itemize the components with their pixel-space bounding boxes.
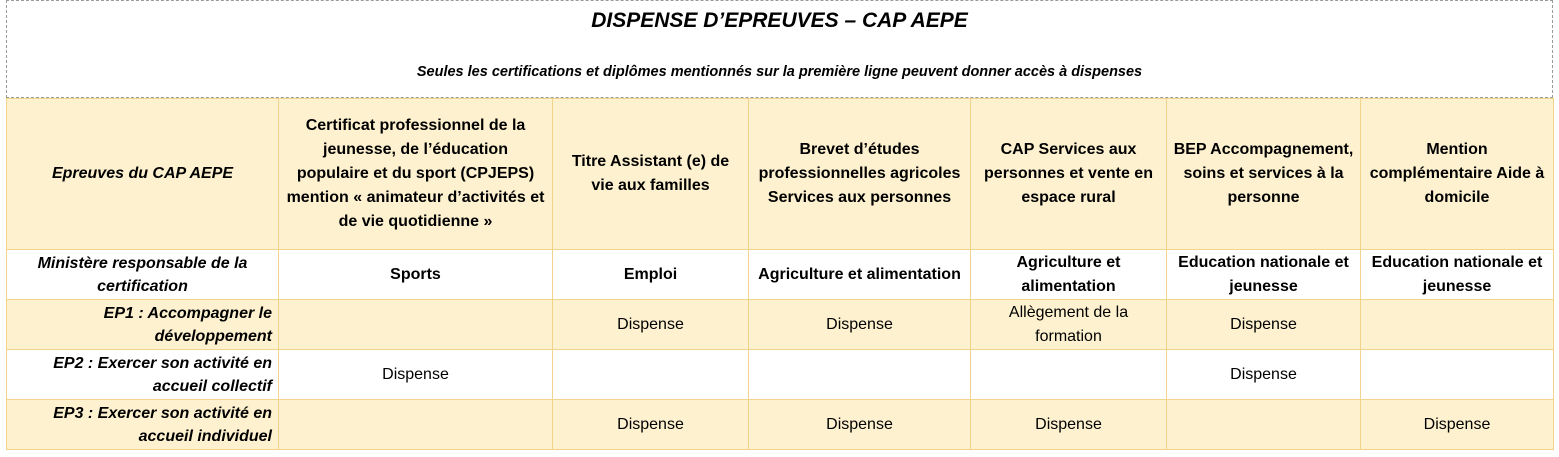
header-row bbox=[7, 99, 1554, 250]
table-cell: Agriculture et alimentation bbox=[971, 250, 1167, 300]
row-label: EP3 : Exercer son activité en accueil individuel bbox=[7, 400, 279, 450]
table-cell: Allègement de la formation bbox=[971, 300, 1167, 350]
table-cell: Dispense bbox=[553, 300, 749, 350]
table-row bbox=[7, 350, 1554, 400]
document-title: DISPENSE D’EPREUVES – CAP AEPE bbox=[591, 9, 968, 32]
table-cell bbox=[1361, 300, 1554, 350]
table-cell: Education nationale et jeunesse bbox=[1167, 250, 1361, 300]
column-header: Brevet d’études professionnelles agricoles Services aux personnes bbox=[749, 99, 971, 250]
table-cell bbox=[749, 350, 971, 400]
row-label: Ministère responsable de la certification bbox=[7, 250, 279, 300]
corner-label: Epreuves du CAP AEPE bbox=[7, 99, 279, 250]
table-cell: Dispense bbox=[553, 400, 749, 450]
ministry-row bbox=[7, 250, 1554, 300]
table-cell: Dispense bbox=[749, 400, 971, 450]
column-header: Certificat professionnel de la jeunesse, de l’éducation populaire et du sport (CPJEPS) mention « animateur d’activités et de vie quotidienne » bbox=[279, 99, 553, 250]
row-label: EP1 : Accompagner le développement bbox=[7, 300, 279, 350]
column-header: CAP Services aux personnes et vente en espace rural bbox=[971, 99, 1167, 250]
table-cell: Dispense bbox=[1167, 300, 1361, 350]
table-cell bbox=[1361, 350, 1554, 400]
table-cell: Agriculture et alimentation bbox=[749, 250, 971, 300]
table-row bbox=[7, 400, 1554, 450]
table-cell bbox=[279, 400, 553, 450]
table-cell bbox=[1167, 400, 1361, 450]
table-cell bbox=[971, 350, 1167, 400]
table-cell: Dispense bbox=[1361, 400, 1554, 450]
table-cell: Dispense bbox=[749, 300, 971, 350]
table-cell: Education nationale et jeunesse bbox=[1361, 250, 1554, 300]
header-box bbox=[6, 0, 1553, 98]
table-cell bbox=[279, 300, 553, 350]
row-label: EP2 : Exercer son activité en accueil collectif bbox=[7, 350, 279, 400]
table-cell: Dispense bbox=[971, 400, 1167, 450]
document-subtitle: Seules les certifications et diplômes mentionnés sur la première ligne peuvent donner accès à dispenses bbox=[416, 64, 1143, 80]
table-cell: Sports bbox=[279, 250, 553, 300]
column-header: Titre Assistant (e) de vie aux familles bbox=[553, 99, 749, 250]
dispense-table bbox=[6, 98, 1554, 450]
table-cell: Dispense bbox=[279, 350, 553, 400]
table-cell bbox=[553, 350, 749, 400]
table-cell: Dispense bbox=[1167, 350, 1361, 400]
table-row bbox=[7, 300, 1554, 350]
table-cell: Emploi bbox=[553, 250, 749, 300]
column-header: BEP Accompagnement, soins et services à la personne bbox=[1167, 99, 1361, 250]
column-header: Mention complémentaire Aide à domicile bbox=[1361, 99, 1554, 250]
